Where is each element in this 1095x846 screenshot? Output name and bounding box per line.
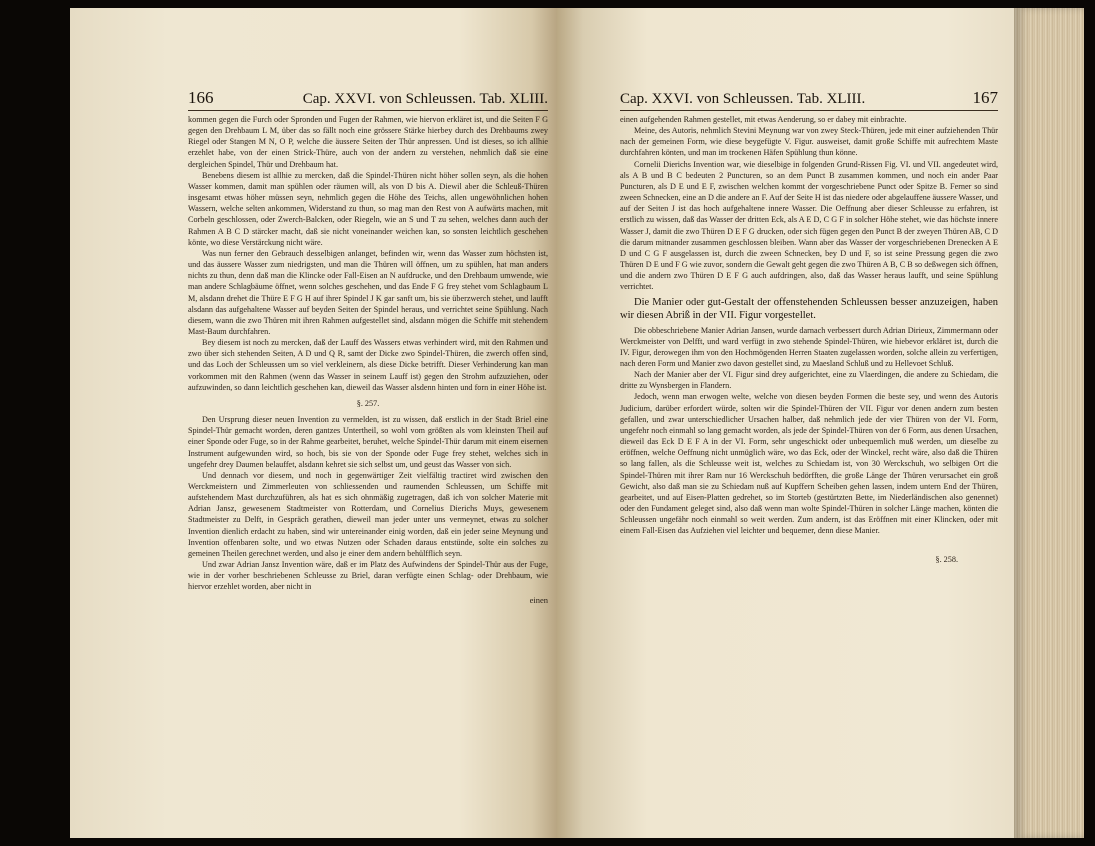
section-mark: §. 258.: [935, 555, 958, 565]
right-page-number: 167: [972, 88, 998, 107]
paragraph: Cornelii Dierichs Invention war, wie dieselbige in folgenden Grund-Rissen Fig. VI. und VII. angedeutet wird, als A B und B C bedeuten 2 Puncturen, so an dem Punct B zusammen kommen, und noch ein ander Paar Puncturen, als D E und E F, zwischen welchen kommt der vorgeschriebene Punct oder Spitze B. Ferner so sind zween Schnecken, eine an D die andere an F. Auf der Seite H ist das niedere oder abgelauffene äussere Wasser, und auf der Seiten J ist das hoch aufgehaltene innere Wasser. Die Oeffnung aber dieser Schleusse zu erfahren, ist erstlich zu wissen, daß das Wasser der dritten Eck, als A E D, C G F in solcher Höhe stehet, wie das höchste innere Wasser J, damit die zwo Thüren D E F G drucken, oder sich fügen gegen den Punct B der zweyen Thüren AB, C D die darum mitnander zusammen geschlossen bleiben. Wann aber das Wasser der vorgeschriebenen Drenecken A E D und C G F ausgelassen ist, durch die zween Schnecken, bey D und F, so ist seine Pressung gegen die zwo Thüren D E und F G wie zuvor, sondern die Gewalt geht gegen die zwo Thüren A B, C B so deßwegen sich öffnen, und die andern zwo Thüren D E F G auch aufdringen, also, daß das Wasser heraus laufft, und seine Spühlung verrichtet.: [620, 159, 998, 292]
section-mark: §. 257.: [356, 398, 380, 408]
paragraph: Bey diesem ist noch zu mercken, daß der Lauff des Wassers etwas verhindert wird, mit den Rahmen und zwo über sich stehenden Seiten, A D und Q R, samt der Dicke zwo Spindel-Thüren, die zwerch offen sind, und das Loch der Schleussen um so viel verkleinern, als diese Dicke betrifft. Dieser Verhinderung kan man vorkommen mit den Rahmen (wenn das Wasser in seinem Lauff ist) gegen den Strohm aufzuziehen, oder aufzuwinden, so dann leichtlich geschehen kan, dieweil das Wasser alsdenn hinten und forn in einer Höhe ist.: [188, 338, 548, 392]
right-body-text: [620, 114, 998, 566]
catchword: einen: [529, 594, 548, 605]
right-page: [556, 8, 1014, 838]
left-body-text: [188, 114, 548, 606]
paragraph: Und dennach vor diesem, und noch in gegenwärtiger Zeit vielfältig tractiret wird zwischen den Werckmeistern und Zimmerleuten von schliessenden und raumenden Schleussen, um Schiffe mit aufstehendem Mast durchzuführen, als hat es sich ohnmäßig zugetragen, daß ich von solcher Materie mit Adrian Jansz, gewesenem Stadtmeister von Rotterdam, und Cornelius Dierichs Muys, gewesenem Stadtmeister zu Delft, in Gespräch gerathen, dieweil man jeder unter uns vermeynet, etwas zu solcher Invention dienlich erdacht zu haben, sind wir untereinander einig worden, daß ein jeder seine Meynung und Invention offenbaren solte, und wo etwas Nutzen oder Schaden daraus entstünde, solte ein solches zu gemeinen Theilen gerechnet werden, und also je einer dem andern behülfflich seyn.: [188, 470, 548, 558]
page-edge: [1014, 8, 1084, 838]
paragraph: Was nun ferner den Gebrauch desselbigen anlanget, befinden wir, wenn das Wasser zum höchsten ist, und das äussere Wasser zum niedrigsten, und man die Thüren will öffnen, um zu spühlen, hat man anders nichts zu thun, denn daß man die Klincke oder Fall-Eisen an N aufdrucke, und den Drehbaum umwende, wie man andere Schlagbäume öffnet, wenn solches geschehen, und das Ende F G frey stehet vom Schlagbaum L M, alsdann drehet die Thüre E F G H auf ihrer Spindel J K gar sanft um, bis sie überzwerch stehet, und laufft alsdann das aufgehaltene Wasser auf beyden Seiten der Spindel heraus, und verrichtet seine Spühlung. Nach diesem, wann die zwo Thüren mit ihren Rahmen aufgestellet sind, alsdann mögen die Schiffe mit stehendem Mast-Baum durchfahren.: [188, 248, 548, 336]
right-page-header: [620, 88, 998, 111]
paragraph: Den Ursprung dieser neuen Invention zu vermelden, ist zu wissen, daß erstlich in der Stadt Briel eine Spindel-Thür gemacht worden, deren gantzes Untertheil, so wohl vom größten als vom kleinsten Theil auf einer Sponde oder Fuge, so in der Rahme gearbeitet, beruhet, welche Spindel-Thür darum mit einem eisernen Instrument aufgewunden wird, so hoch, bis sie von der Sponde oder Fuge frey stehet, welches sich in ungefehr drey Daumen belauffet, alsdann kehret sie sich selbst um, und geust das Wasser von sich.: [188, 415, 548, 469]
left-page: [70, 8, 556, 838]
paragraph: Die obbeschriebene Manier Adrian Jansen, wurde darnach verbessert durch Adrian Dirieux, Zimmermann oder Werckmeister von Delfft, und ward verfügt in zwo stehende Spindel-Thüren, wie hiebevor erkläret ist, durch die IV. Figur, derowegen ihm von den Hochmögenden Herren Staaten zugelassen worden, solche allein zu verfertigen, nach deren Form und Manier zwo davon gestellet sind, zu Maesland Schluß und zu Hellevoet Schluß.: [620, 325, 998, 368]
figure-heading: Die Manier oder gut-Gestalt der offenstehenden Schleussen besser anzuzeigen, haben wir diesen Abriß in der VII. Figur vorgestellet.: [620, 296, 998, 321]
paragraph: Nach der Manier aber der VI. Figur sind drey aufgerichtet, eine zu Vlaerdingen, die andere zu Schiedam, die dritte zu Wynsbergen in Flandern.: [620, 370, 998, 391]
left-page-header: [188, 88, 548, 111]
paragraph: Meine, des Autoris, nehmlich Stevini Meynung war von zwey Steck-Thüren, jede mit einer aufziehenden Thür nach der gemeinen Form, wie diese beygefügte V. Figur. ausweiset, damit große Schiffe mit aufrechtem Maste durchfahren könten, und man im trockenen Häfen Spühlung thun könne.: [620, 126, 998, 158]
left-page-number: 166: [188, 88, 214, 107]
left-running-title: Cap. XXVI. von Schleussen. Tab. XLIII.: [302, 91, 548, 107]
right-running-title: Cap. XXVI. von Schleussen. Tab. XLIII.: [620, 91, 866, 107]
paragraph: einen aufgehenden Rahmen gestellet, mit etwas Aenderung, so er dabey mit einbrachte.: [620, 115, 907, 124]
paragraph: Benebens diesem ist allhie zu mercken, daß die Spindel-Thüren nicht höher sollen seyn, als die hohen Wasser kommen, damit man spühlen oder räumen will, als von D bis A. Diewil aber die Schleuß-Thüren insgesamt etwas höher müssen seyn, nehmlich gegen die Höhe des Teichs, allen ungewöhnlichen hohen Wassern, welche selten ankommen, Widerstand zu thun, so mag man den Rest von A aufwärts machen, mit Corbeln geschlossen, oder Zwerch-Balcken, oder Riegeln, wie an S und T zu sehen, welches dann auch der Rahmen A B C D stärcker macht, daß sie nicht voneinander weichen kan, so sonsten leichtlich geschehen könte, wo diese Verstärckung nicht wäre.: [188, 170, 548, 247]
paragraph: Und zwar Adrian Jansz Invention wäre, daß er im Platz des Aufwindens der Spindel-Thür aus der Fuge, wie in der vorher beschriebenen Schleusse zu Briel, daran verfügte einen Schlag- oder Drehbaum, wie hiervor erzehlet worden, aber nicht in: [188, 560, 548, 592]
paragraph: Jedoch, wenn man erwogen welte, welche von diesen beyden Formen die beste sey, und wenn des Autoris Judicium, darüber erfordert würde, solten wir die Spindel-Thüren der VII. Figur vor denen andern zum besten gefallen, und zwar unterschiedlicher Ursachen halber, daß nehmlich jede der vier Thüren von der VI. Form, ungefehr noch einmahl so lang gemacht worden, als jede der Spindel-Thüren von der 6 Form, aus denen Ursachen, dieweil das Eck D E F A in der VI. Form, sehr ungeschickt oder unbequemlich muß werden, um dieselbe zu eröffnen, welche Oeffnung nicht unmüglich wäre, wo das Eck, oder der Winckel, recht wäre, also daß die Thüren so lang fallen, als die Schleusse weit ist, welches zu Schiedam ist, von 30 Werckschuh, wo selbigen Ort die Spindel-Thüren mit ihrer Ram nur 16 Werckschuh bedörfften, die große Länge der Thüren verursachet ein groß Gewicht, also daß man sie zu Schiedam nuß auf Kupffern Scheiben gehen lassen, indem untern End der Thüren, gearbeitet, und auf Eisen-Platten gedrehet, so im Storteb (gestürtzten Bette, im Niederländischen also genennet) oder den Fundament geleget sind, also daß wenn man wolte Spindel-Thüren in solcher Länge machen, könten die Schleussen ungefähr noch einmahl so weit werden. Zum andern, ist das Eröffnen mit einer Klincken, oder mit einem Fall-Eisen das Aufziehen viel leichter und bequemer, denn diese Manier.: [620, 392, 998, 536]
paragraph: kommen gegen die Furch oder Spronden und Fugen der Rahmen, wie hiervon erkläret ist, und die Seiten F G gegen den Drehbaum L M, über das so fällt noch eine grössere Stärke hierbey durch des Drehbaums zwey Riegel oder Stangen M N, O P, welche die äussere Seiten der Thür anpressen. Und ist dieses, so ich allhie erzehlet habe, von der einen Strick-Thüre, auch von der andern zu verstehen, nehmlich daß sie eine dergleichen Spindel, Thür und Drehbaum hat.: [188, 115, 548, 169]
